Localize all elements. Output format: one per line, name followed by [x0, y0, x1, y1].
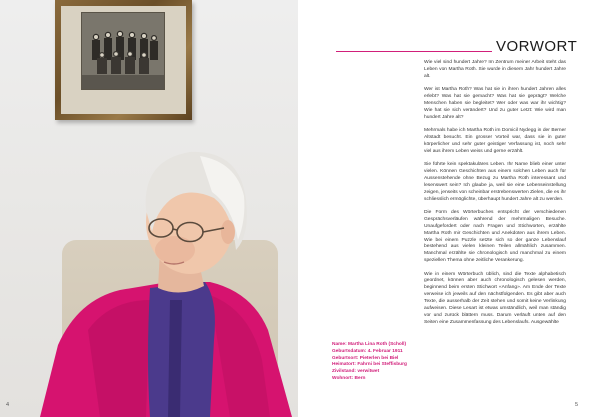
body-text: [424, 60, 566, 333]
title-rule: [336, 51, 492, 52]
caption-line: Geburtsort: Pieterlen bei Biel: [332, 355, 399, 361]
caption-line: Name: Martha Lina Roth (Scholl): [332, 342, 407, 347]
paragraph: Die Form des Wörterbuches entspricht der verschiedenen Gesprächsverläufen während der mehrmaligen Besuche. Unaufgefordert oder nach Fragen und Stichworten, erzählte Martha Roth mir Geschichten und Anekdoten aus ihrem Leben. Wie bei einem Puzzle setzte sich so der ganze Lebenslauf bestehend aus vielen kleinen Teilen allmählich zusammen. Manchmal erzählte sie chronologisch und manchmal zu einem speziellen Thema ohne zeitliche Verankerung.: [424, 209, 566, 264]
paragraph: Wer ist Martha Roth? Was hat sie in ihren hundert Jahren alles erlebt? Was hat sie gemacht? Was hat sie geprägt? Welche Menschen haben sie begleitet? Wer oder was war ihr wichtig? Wie hat sie sich verändert? Und zu guter Letzt: Wie wird man hundert Jahre alt?: [424, 87, 566, 120]
caption-line: Zivilstand: verwitwet: [332, 369, 380, 375]
caption-line: Wohnort: Bern: [332, 375, 366, 381]
paragraph: Sie führte kein spektakuläres Leben. Ihr Name blieb einer unter vielen. Können Geschichten aus einem solchen Leben auch für Aussenstehende ohne Bezug zu Martha Roth interessant und lesenswert sein? Ich glaube ja, weil sie eine Lebenseinstellung zeigen, jenseits von scheinbar erstrebenswerten Zielen, die es ihr schliesslich ermöglichte, überhaupt hundert Jahre alt zu werden.: [424, 162, 566, 202]
caption-line: Geburtsdatum: 4. Februar 1911: [332, 348, 403, 354]
paragraph: Mehrmals habe ich Martha Roth im Domicil Nydegg in der Berner Altstadt besucht. Ein grosser Vorteil war, dass sie in guter körperlicher und sehr guter geistiger Verfassung ist, noch sehr viel aus ihrem Leben weiss und gerne erzählt.: [424, 128, 566, 154]
caption-line: Heimatort: Fahrni bei Steffisburg: [332, 362, 407, 368]
chapter-title: VORWORT: [496, 38, 578, 55]
paragraph: Wie in einem Wörterbuch üblich, sind die Texte alphabetisch geordnet, können aber auch chronologisch gelesen werden, beginnend beim ersten Stichwort «Anfang». Am Ende der Texte verweise ich jeweils auf den nächstfolgenden. Es gibt aber auch Texte, die ausserhalb der Zeit stehen und somit keine Verlinkung aufweisen. Diese Lesart ist etwas umständlich, weil man ständig vor und zurück blättern muss. Darum verläuft unten auf den Seiten eine Zusammenfassung des Lebenslaufs. Ausgewählte: [424, 271, 566, 325]
paragraph: Wie viel sind hundert Jahre? Im Zentrum meiner Arbeit steht das Leben von Martha Roth. Sie wurde in diesem Jahr hundert Jahre alt.: [424, 60, 566, 79]
page-number-right: 5: [575, 402, 579, 408]
page-number-left: 4: [6, 402, 10, 408]
photo-caption: [332, 342, 422, 383]
